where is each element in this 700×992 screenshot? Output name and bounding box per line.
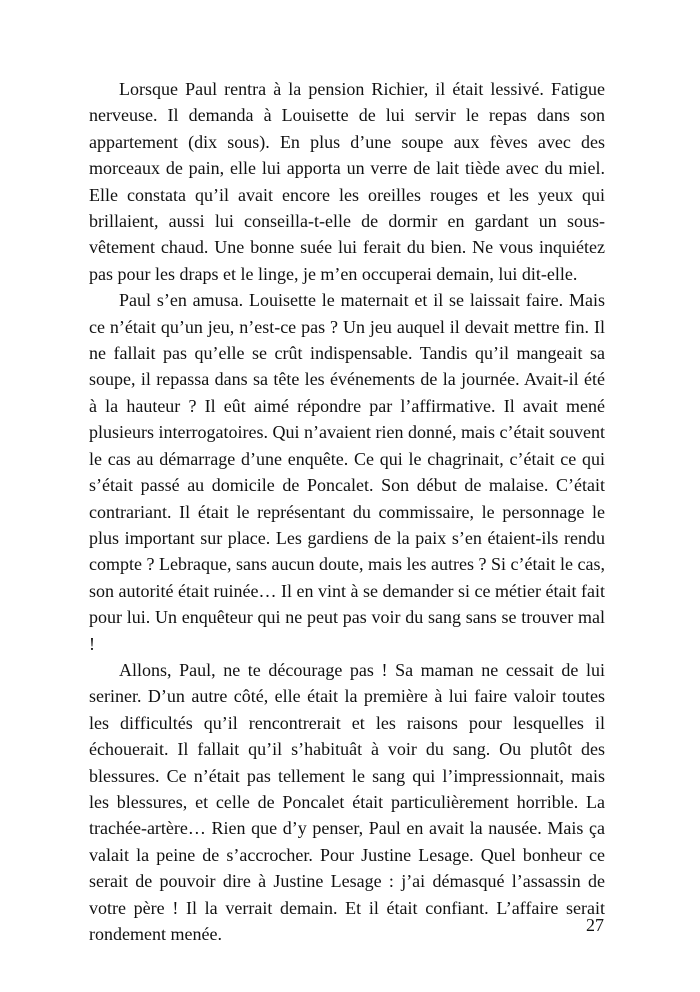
paragraph-3: Allons, Paul, ne te décourage pas ! Sa maman ne cessait de lui seriner. D’un autre côté, elle était la première à lui faire valoir toutes les difficultés qu’il rencontrerait et les raisons pour lesquelles il échouerait. Il fallait qu’il s’habituât à voir du sang. Ou plutôt des blessures. Ce n’était pas tellement le sang qui l’impressionnait, mais les blessures, et celle de Poncalet était particulièrement horrible. La trachée-artère… Rien que d’y penser, Paul en avait la nausée. Mais ça valait la peine de s’accrocher. Pour Justine Lesage. Quel bonheur ce serait de pouvoir dire à Justine Lesage : j’ai démasqué l’assassin de votre père ! Il la verrait demain. Et il était confiant. L’affaire serait rondement menée. xyxy=(89,659,605,944)
paragraph-2: Paul s’en amusa. Louisette le maternait et il se laissait faire. Mais ce n’était qu’un jeu, n’est-ce pas ? Un jeu auquel il devait mettre fin. Il ne fallait pas qu’elle se crût indispensable. Tandis qu’il mangeait sa soupe, il repassa dans sa tête les événements de la journée. Avait-il été à la hauteur ? Il eût aimé répondre par l’affirmative. Il avait mené plusieurs interrogatoires. Qui n’avaient rien donné, mais c’était souvent le cas au démarrage d’une enquête. Ce qui le chagrinait, c’était ce qui s’était passé au domicile de Poncalet. Son début de malaise. C’était contrariant. Il était le représentant du commissaire, le personnage le plus important sur place. Les gardiens de la paix s’en étaient-ils rendu compte ? Lebraque, sans aucun doute, mais les autres ? Si c’était le cas, son autorité était ruinée… Il en vint à se demander si ce métier était fait pour lui. Un enquêteur qui ne peut pas voir du sang sans se trouver mal ! xyxy=(89,290,605,654)
paragraph-1: Lorsque Paul rentra à la pension Richier, il était lessivé. Fatigue nerveuse. Il demanda à Louisette de lui servir le repas dans son appartement (dix sous). En plus d’une soupe aux fèves avec des morceaux de pain, elle lui apporta un verre de lait tiède avec du miel. Elle constata qu’il avait encore les oreilles rouges et les yeux qui brillaient, aussi lui conseilla-t-elle de dormir en gardant un sous-vêtement chaud. Une bonne suée lui ferait du bien. Ne vous inquiétez pas pour les draps et le linge, je m’en occuperai demain, lui dit-elle. xyxy=(89,79,605,284)
page-number: 27 xyxy=(586,915,604,935)
body-text xyxy=(89,76,605,947)
